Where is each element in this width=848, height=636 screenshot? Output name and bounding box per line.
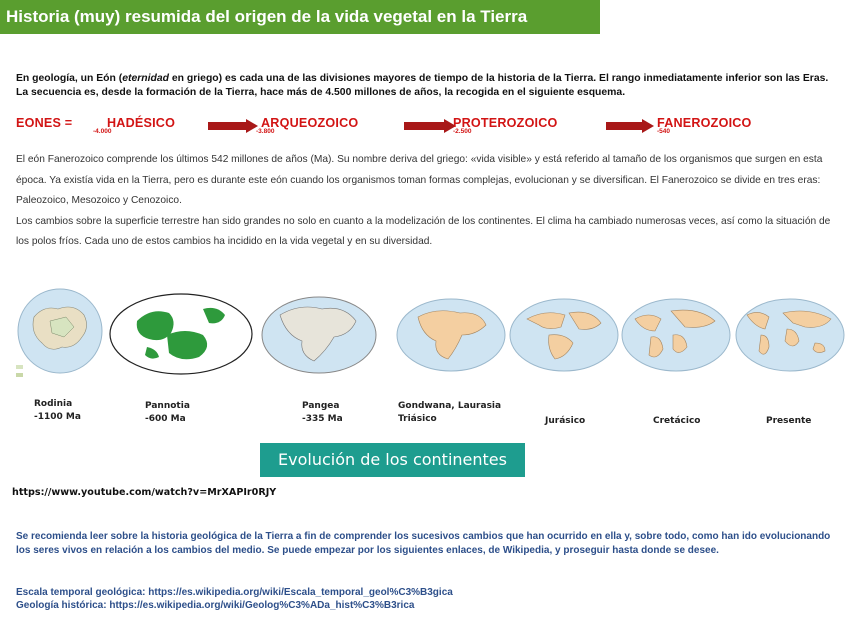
map-age: Triásico xyxy=(398,414,437,424)
video-button[interactable]: Evolución de los continentes xyxy=(260,443,525,477)
intro-pre: En geología, un Eón ( xyxy=(16,73,123,84)
triassic-map xyxy=(396,297,506,373)
eon-sequence xyxy=(16,112,832,142)
wiki-link[interactable]: https://es.wikipedia.org/wiki/Escala_temporal_geol%C3%B3gica xyxy=(148,587,453,598)
recommendation-text: Se recomienda leer sobre la historia geológica de la Tierra a fin de comprender los sucesivos cambios que han ocurrido en ella y, sobre todo, como han ido evolucionando los seres vivos en relación a los cambios del medio. Se puede empezar por los siguientes enlaces, de Wikipedia, y proseguir hasta donde se desee. xyxy=(16,531,831,556)
map-label xyxy=(34,398,81,424)
map-age: -600 Ma xyxy=(145,414,186,424)
paragraph: Los cambios sobre la superficie terrestre han sido grandes no solo en cuanto a la modelización de los continentes. El clima ha cambiado numerosas veces, así como la situación de los polos fríos. Cada uno de estos cambios ha incidido en la vida vegetal y en su diversidad. xyxy=(16,215,831,247)
map-label xyxy=(302,400,343,426)
map-name: Cretácico xyxy=(653,416,701,426)
map-name: Pangea xyxy=(302,401,340,411)
cretaceous-map xyxy=(621,297,731,373)
intro-post: en griego) es cada una de las divisiones mayores de tiempo de la historia de la Tierra. El rango inmediatamente inferior son las Eras. La secuencia es, desde la formación de la Tierra, hace más de 4.500 millones de años, la recogida en el siguiente esquema. xyxy=(16,73,829,98)
intro-paragraph xyxy=(16,72,832,100)
wiki-link[interactable]: https://es.wikipedia.org/wiki/Geolog%C3%ADa_hist%C3%B3rica xyxy=(109,600,415,611)
eon-age: -4.000 xyxy=(93,128,112,135)
rodinia-map xyxy=(14,287,106,383)
eon-name: PROTEROZOICO xyxy=(453,116,558,130)
eon-age: -3.800 xyxy=(256,128,275,135)
map-label xyxy=(653,415,700,428)
eon-name: ARQUEOZOICO xyxy=(261,116,359,130)
present-map xyxy=(735,297,845,373)
video-link[interactable]: https://www.youtube.com/watch?v=MrXAPIr0RJY xyxy=(12,487,277,498)
eon-name: HADÉSICO xyxy=(107,116,176,130)
map-name: Rodinia xyxy=(34,399,73,409)
link-row xyxy=(16,599,836,612)
link-label: Geología histórica: xyxy=(16,600,110,611)
map-label xyxy=(545,415,585,428)
link-row xyxy=(16,586,836,599)
eon-age: -540 xyxy=(657,128,671,135)
eons-label: EONES = xyxy=(16,116,73,130)
continent-maps xyxy=(0,285,848,385)
map-name: Presente xyxy=(766,416,812,426)
reference-links xyxy=(16,586,836,612)
link-label: Escala temporal geológica: xyxy=(16,587,149,598)
eon-name: FANEROZOICO xyxy=(657,116,752,130)
map-label xyxy=(766,415,811,428)
map-name: Gondwana, Laurasia xyxy=(398,401,502,411)
page-title: Historia (muy) resumida del origen de la vida vegetal en la Tierra xyxy=(6,7,528,26)
map-name: Pannotia xyxy=(145,401,190,411)
paragraph: El eón Fanerozoico comprende los últimos 542 millones de años (Ma). Su nombre deriva del griego: «vida visible» y está referido al tamaño de los organismos que surgen en esta época. Ya existía vida en la Tierra, pero es durante este eón cuando los organismos toman formas complejas, evolucionan y se diversifican. El Fanerozoico se divide en tres eras: Paleozoico, Mesozoico y Cenozoico. xyxy=(16,154,823,206)
map-label xyxy=(145,400,190,426)
map-label xyxy=(398,400,501,426)
pangea-map xyxy=(260,295,378,375)
body-text xyxy=(16,150,834,253)
map-name: Jurásico xyxy=(545,416,586,426)
map-age: -1100 Ma xyxy=(34,412,81,422)
title-bar xyxy=(0,0,600,34)
map-age: -335 Ma xyxy=(302,414,343,424)
jurassic-map xyxy=(509,297,619,373)
intro-em: eternidad xyxy=(122,73,169,84)
eon-age: -2.500 xyxy=(453,128,472,135)
pannotia-map xyxy=(107,291,255,377)
